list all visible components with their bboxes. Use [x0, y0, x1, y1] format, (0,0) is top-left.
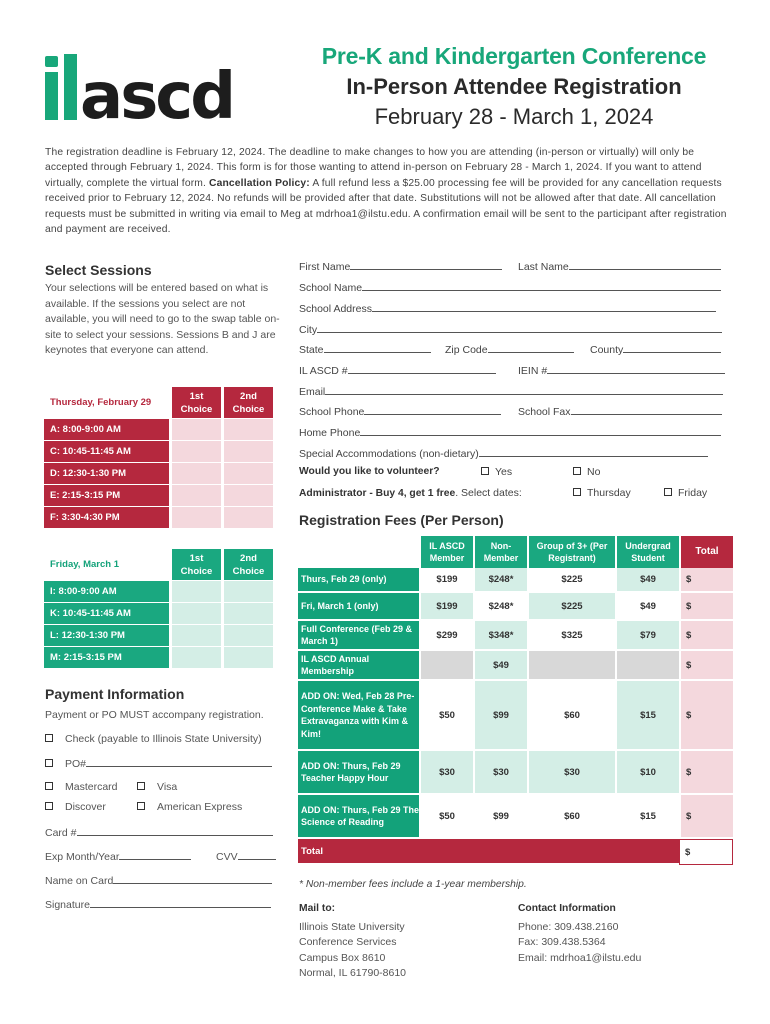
col-group: Group of 3+ (Per Registrant) — [527, 536, 615, 568]
checkbox-icon[interactable] — [45, 759, 53, 767]
fee-total-input[interactable]: $ — [679, 751, 733, 795]
ilascd-logo — [44, 54, 280, 122]
first-name-field[interactable]: First Name — [299, 259, 502, 273]
city-field[interactable]: City — [299, 322, 722, 336]
fee-value: $30 — [419, 751, 473, 795]
fee-value: $299 — [419, 621, 473, 651]
thursday-2nd-choice-header: 2nd Choice — [221, 387, 273, 419]
friday-2nd-choice-header: 2nd Choice — [221, 549, 273, 581]
non-member-footnote: * Non-member fees include a 1-year membership. — [299, 879, 527, 890]
col-total: Total — [679, 536, 733, 568]
session-f-1st-choice[interactable] — [169, 507, 221, 529]
school-fax-field[interactable]: School Fax — [518, 404, 722, 418]
cvv-field[interactable]: CVV — [216, 849, 276, 863]
mail-to-heading: Mail to: — [299, 903, 336, 914]
name-on-card-field[interactable]: Name on Card — [45, 873, 272, 887]
session-k-1st-choice[interactable] — [169, 603, 221, 625]
fee-value: $50 — [419, 681, 473, 751]
fee-value: $60 — [527, 795, 615, 839]
session-row-label: D: 12:30-1:30 PM — [44, 463, 169, 485]
checkbox-icon[interactable] — [573, 488, 581, 496]
fee-value: $325 — [527, 621, 615, 651]
administrator-offer: Administrator - Buy 4, get 1 free. Select dates: — [299, 487, 522, 499]
fee-total-input[interactable]: $ — [679, 651, 733, 681]
fee-value — [419, 651, 473, 681]
fee-total-input[interactable]: $ — [679, 593, 733, 621]
checkbox-icon[interactable] — [481, 467, 489, 475]
fee-value: $50 — [419, 795, 473, 839]
session-m-2nd-choice[interactable] — [221, 647, 273, 669]
session-e-1st-choice[interactable] — [169, 485, 221, 507]
last-name-field[interactable]: Last Name — [518, 259, 721, 273]
session-row-label: I: 8:00-9:00 AM — [44, 581, 169, 603]
checkbox-icon[interactable] — [137, 802, 145, 810]
session-a-2nd-choice[interactable] — [221, 419, 273, 441]
state-field[interactable]: State — [299, 342, 431, 356]
fee-row-label: IL ASCD Annual Membership — [298, 651, 419, 681]
mail-line: Conference Services — [299, 936, 397, 948]
mastercard-option[interactable]: Mastercard — [45, 781, 118, 793]
contact-email[interactable]: Email: mdrhoa1@ilstu.edu — [518, 952, 642, 964]
intro-text: The registration deadline is February 12, 2024. The deadline to make changes to how you are attending (in-person or virtually) will only be accepted through February 1, 2024. This form is for those wanting to attend in-person on February 28 - March 1, 2024. If you want to attend virtually, complete the virtual form. Cancellation Policy: A full refund less a $25.00 processing fee will be provided for any cancellation requests received prior to February 12, 2024. No refunds will be provided after that date. Substitutions will not be allowed after that date. All cancellation requests must be submitted in writing via email to Meg at mdrhoa1@ilstu.edu. A confirmation email will be sent to the participant after registration and payment are received. — [45, 147, 727, 236]
cancellation-policy-label: Cancellation Policy: — [209, 177, 310, 189]
registration-subtitle: In-Person Attendee Registration — [346, 74, 682, 99]
zip-code-field[interactable]: Zip Code — [445, 342, 574, 356]
session-row-label: M: 2:15-3:15 PM — [44, 647, 169, 669]
session-l-2nd-choice[interactable] — [221, 625, 273, 647]
il-ascd-number-field[interactable]: IL ASCD # — [299, 363, 496, 377]
check-option[interactable]: Check (payable to Illinois State University) — [45, 733, 262, 745]
school-address-field[interactable]: School Address — [299, 301, 716, 315]
checkbox-icon[interactable] — [573, 467, 581, 475]
fee-value: $225 — [527, 593, 615, 621]
friday-sessions-table — [44, 549, 273, 669]
fee-value: $30 — [527, 751, 615, 795]
col-non-member: Non-Member — [473, 536, 527, 568]
fee-value: $199 — [419, 593, 473, 621]
discover-option[interactable]: Discover — [45, 801, 106, 813]
amex-option[interactable]: American Express — [137, 801, 242, 813]
fee-value: $60 — [527, 681, 615, 751]
admin-thursday-option[interactable]: Thursday — [573, 487, 631, 499]
mail-line: Normal, IL 61790-8610 — [299, 967, 407, 979]
session-d-1st-choice[interactable] — [169, 463, 221, 485]
signature-field[interactable]: Signature — [45, 897, 271, 911]
home-phone-field[interactable]: Home Phone — [299, 425, 721, 439]
checkbox-icon[interactable] — [45, 734, 53, 742]
checkbox-icon[interactable] — [137, 782, 145, 790]
sessions-description: Your selections will be entered based on what is available. If the sessions you select are not available, you will need to go to the swap table on-site to select your sessions. Sessions B and J are keynotes that everyone can attend. — [45, 282, 280, 357]
county-field[interactable]: County — [590, 342, 721, 356]
fee-row-label: ADD ON: Thurs, Feb 29 The Science of Reading — [298, 795, 419, 839]
payment-heading: Payment Information — [45, 686, 185, 702]
fee-value: $79 — [615, 621, 679, 651]
fee-value: $10 — [615, 751, 679, 795]
session-c-1st-choice[interactable] — [169, 441, 221, 463]
visa-option[interactable]: Visa — [137, 781, 177, 793]
volunteer-yes-option[interactable]: Yes — [481, 466, 512, 478]
registration-fees-heading: Registration Fees (Per Person) — [299, 512, 504, 528]
iein-number-field[interactable]: IEIN # — [518, 363, 725, 377]
fee-value: $248* — [473, 593, 527, 621]
session-row-label: C: 10:45-11:45 AM — [44, 441, 169, 463]
fee-total-input[interactable]: $ — [679, 621, 733, 651]
volunteer-no-option[interactable]: No — [573, 466, 600, 478]
grand-total-label: Total — [298, 839, 679, 865]
svg-text:ascd: ascd — [80, 60, 234, 122]
exp-field[interactable]: Exp Month/Year — [45, 849, 191, 863]
session-row-label: A: 8:00-9:00 AM — [44, 419, 169, 441]
conference-dates: February 28 - March 1, 2024 — [374, 104, 654, 129]
contact-heading: Contact Information — [518, 903, 616, 914]
friday-1st-choice-header: 1st Choice — [169, 549, 221, 581]
fee-total-input[interactable]: $ — [679, 795, 733, 839]
select-sessions-heading: Select Sessions — [45, 262, 152, 278]
session-m-1st-choice[interactable] — [169, 647, 221, 669]
fee-value — [615, 651, 679, 681]
session-row-label: K: 10:45-11:45 AM — [44, 603, 169, 625]
fee-value: $30 — [473, 751, 527, 795]
session-row-label: E: 2:15-3:15 PM — [44, 485, 169, 507]
session-row-label: F: 3:30-4:30 PM — [44, 507, 169, 529]
session-c-2nd-choice[interactable] — [221, 441, 273, 463]
fee-value: $99 — [473, 681, 527, 751]
fee-total-input[interactable]: $ — [679, 568, 733, 593]
card-number-field[interactable]: Card # — [45, 825, 273, 839]
checkbox-icon[interactable] — [664, 488, 672, 496]
checkbox-icon[interactable] — [45, 802, 53, 810]
grand-total-input[interactable]: $ — [679, 839, 733, 865]
fee-row-label: Fri, March 1 (only) — [298, 593, 419, 621]
registration-fees-table — [298, 536, 733, 865]
session-i-2nd-choice[interactable] — [221, 581, 273, 603]
friday-label: Friday, March 1 — [44, 549, 169, 581]
special-accommodations-field[interactable]: Special Accommodations (non-dietary) — [299, 446, 708, 460]
session-f-2nd-choice[interactable] — [221, 507, 273, 529]
fee-value: $99 — [473, 795, 527, 839]
thursday-label: Thursday, February 29 — [44, 387, 169, 419]
email-field[interactable]: Email — [299, 384, 723, 398]
thursday-sessions-table — [44, 387, 273, 529]
thursday-1st-choice-header: 1st Choice — [169, 387, 221, 419]
mail-line: Illinois State University — [299, 921, 405, 933]
fee-value: $248* — [473, 568, 527, 593]
session-i-1st-choice[interactable] — [169, 581, 221, 603]
session-k-2nd-choice[interactable] — [221, 603, 273, 625]
fee-value: $348* — [473, 621, 527, 651]
fee-value: $15 — [615, 795, 679, 839]
mail-line: Campus Box 8610 — [299, 952, 386, 964]
fee-value: $199 — [419, 568, 473, 593]
session-l-1st-choice[interactable] — [169, 625, 221, 647]
fee-value: $49 — [615, 593, 679, 621]
session-d-2nd-choice[interactable] — [221, 463, 273, 485]
checkbox-icon[interactable] — [45, 782, 53, 790]
contact-phone: Phone: 309.438.2160 — [518, 921, 619, 933]
session-a-1st-choice[interactable] — [169, 419, 221, 441]
fee-value: $225 — [527, 568, 615, 593]
fee-row-label: Full Conference (Feb 29 & March 1) — [298, 621, 419, 651]
fee-row-label: Thurs, Feb 29 (only) — [298, 568, 419, 593]
fee-value: $15 — [615, 681, 679, 751]
fee-row-label: ADD ON: Wed, Feb 28 Pre-Conference Make & Take Extravaganza with Kim & Kim! — [298, 681, 419, 751]
volunteer-question: Would you like to volunteer? — [299, 466, 440, 477]
session-row-label: L: 12:30-1:30 PM — [44, 625, 169, 647]
col-member: IL ASCD Member — [419, 536, 473, 568]
fee-total-input[interactable]: $ — [679, 681, 733, 751]
fee-value: $49 — [473, 651, 527, 681]
session-e-2nd-choice[interactable] — [221, 485, 273, 507]
admin-friday-option[interactable]: Friday — [664, 487, 707, 499]
school-name-field[interactable]: School Name — [299, 280, 721, 294]
payment-note: Payment or PO MUST accompany registration. — [45, 709, 264, 721]
fee-row-label: ADD ON: Thurs, Feb 29 Teacher Happy Hour — [298, 751, 419, 795]
school-phone-field[interactable]: School Phone — [299, 404, 501, 418]
conference-title: Pre-K and Kindergarten Conference — [321, 43, 707, 69]
contact-fax: Fax: 309.438.5364 — [518, 936, 606, 948]
col-student: Undergrad Student — [615, 536, 679, 568]
fee-value: $49 — [615, 568, 679, 593]
fee-value — [527, 651, 615, 681]
po-option[interactable]: PO# — [45, 756, 272, 770]
